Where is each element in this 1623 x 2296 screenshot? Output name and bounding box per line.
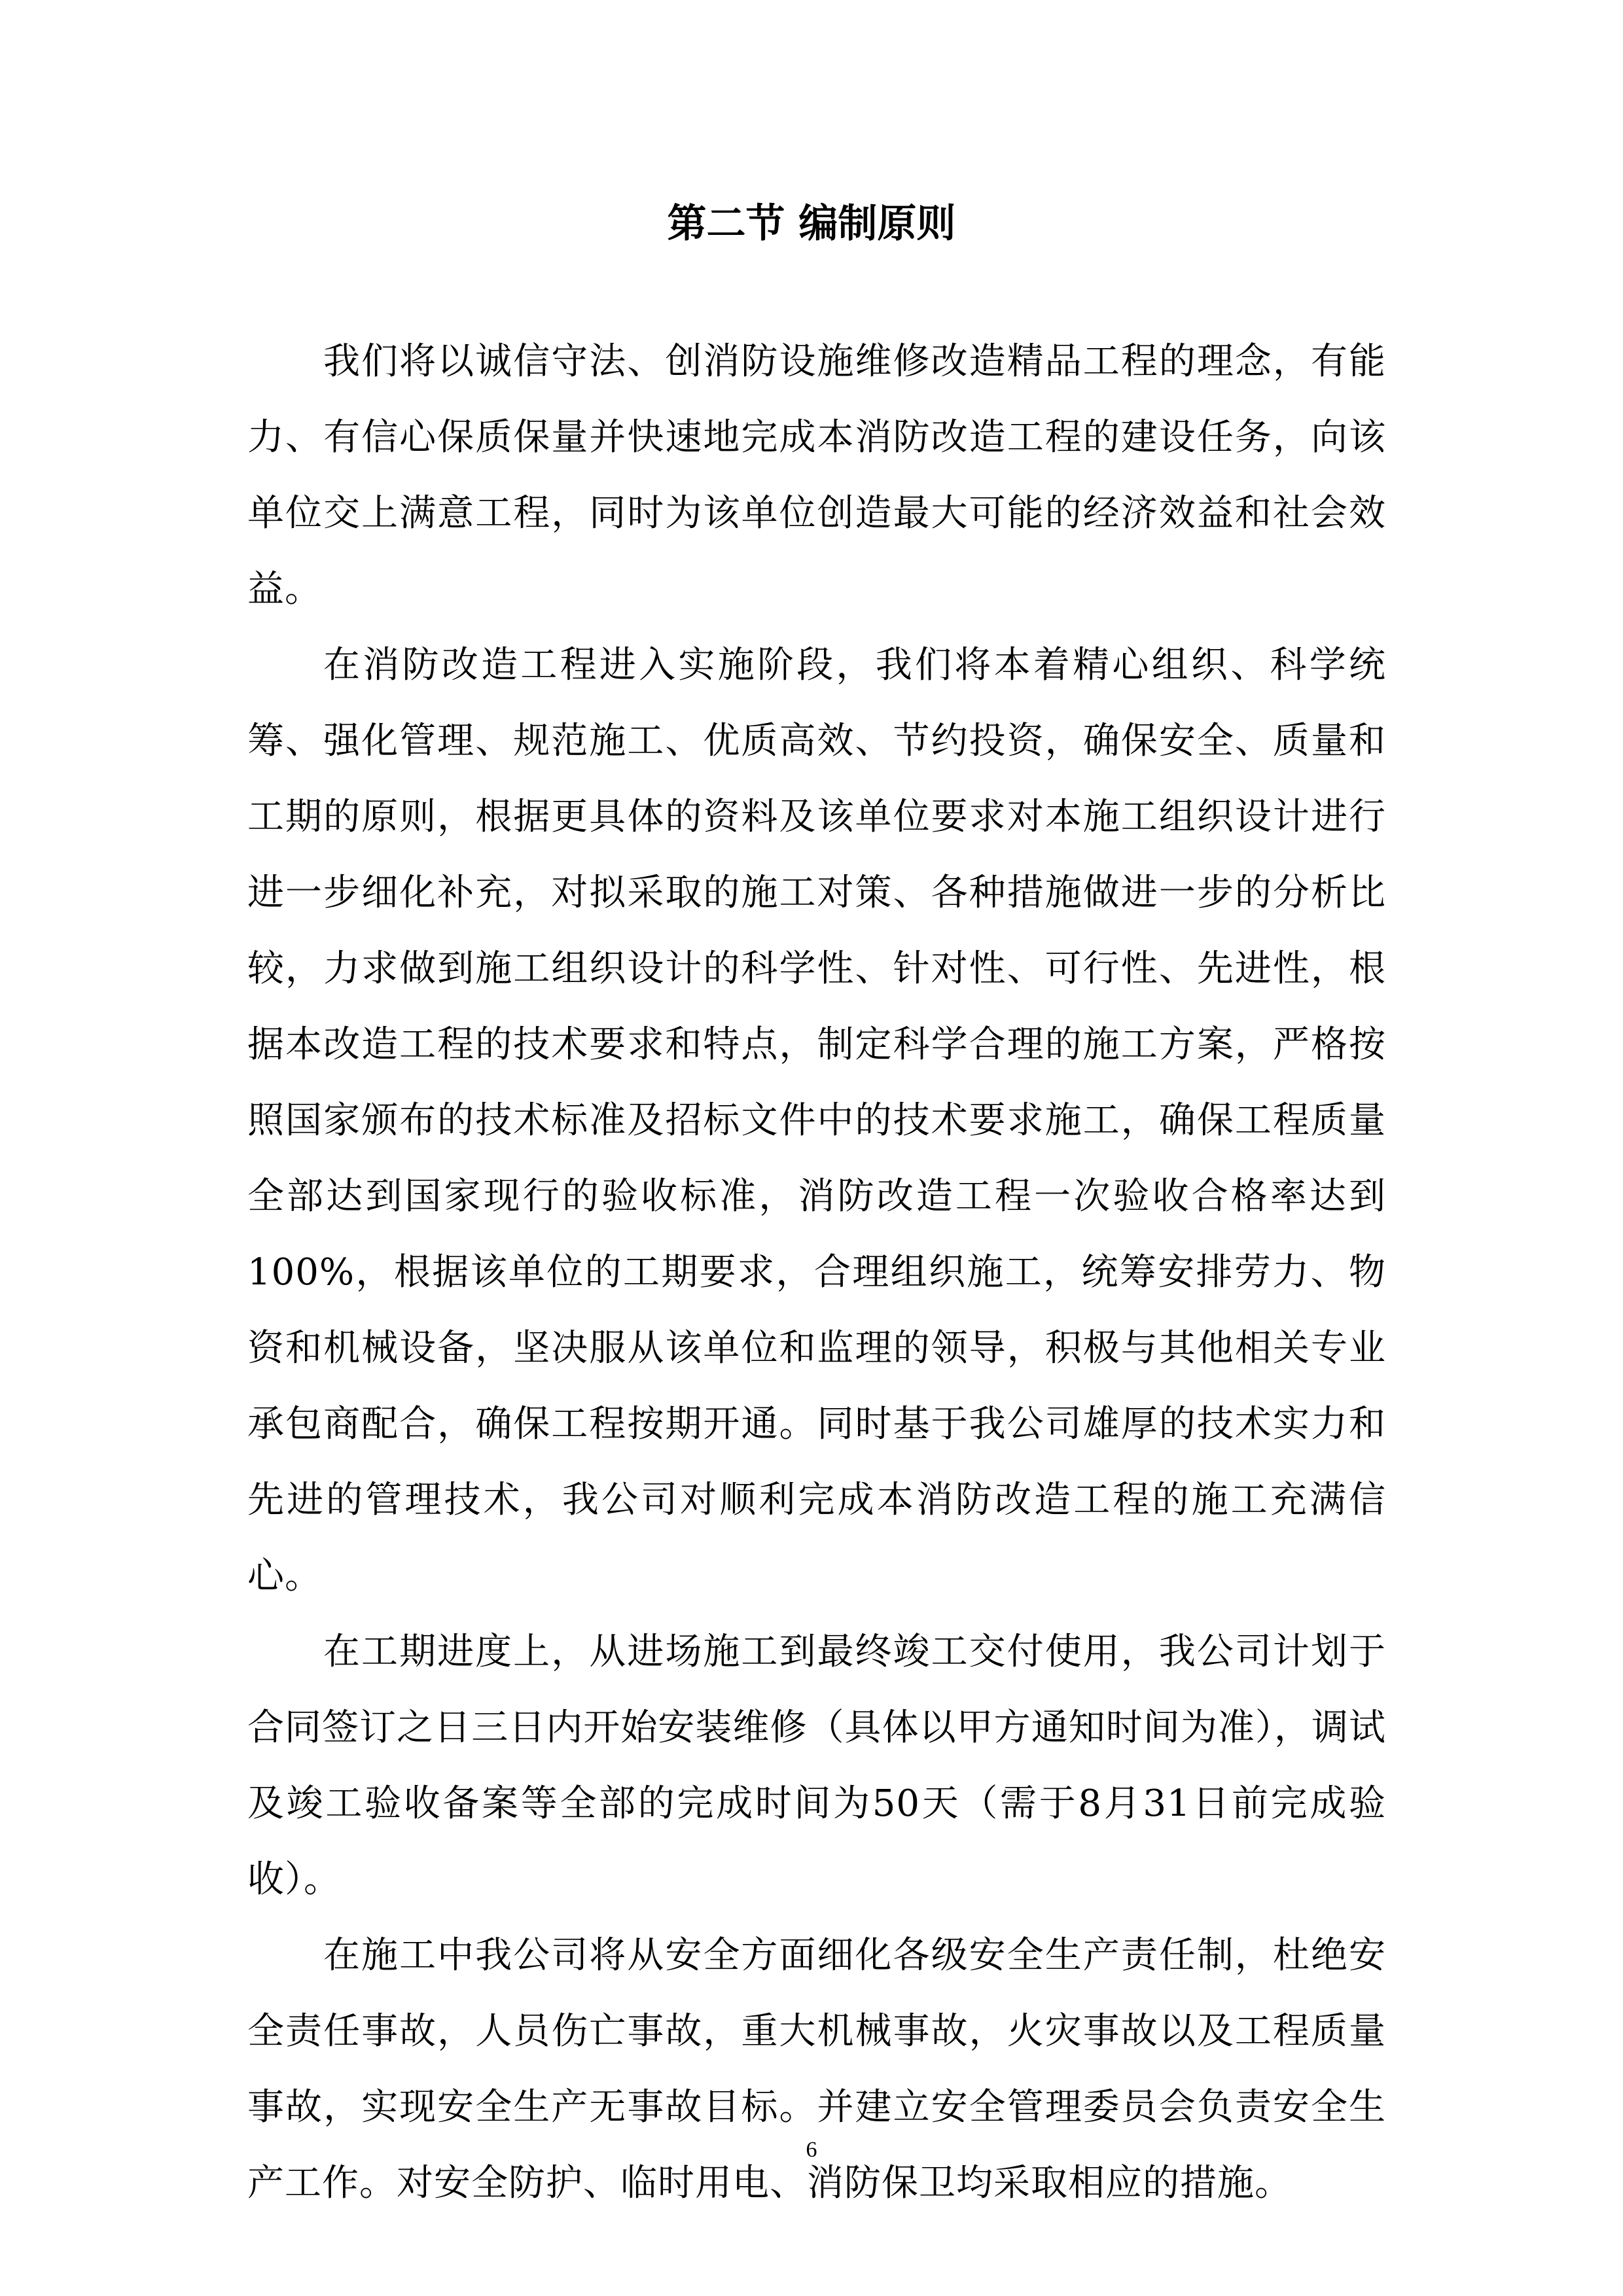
page-number: 6 (806, 2138, 817, 2162)
paragraph-implementation: 在消防改造工程进入实施阶段，我们将本着精心组织、科学统筹、强化管理、规范施工、优质高效、节约投资，确保安全、质量和工期的原则，根据更具体的资料及该单位要求对本施工组织设计进行进一步细化补充，对拟采取的施工对策、各种措施做进一步的分析比较，力求做到施工组织设计的科学性、针对性、可行性、先进性，根据本改造工程的技术要求和特点，制定科学合理的施工方案，严格按照国家颁布的技术标准及招标文件中的技术要求施工，确保工程质量全部达到国家现行的验收标准，消防改造工程一次验收合格率达到100%，根据该单位的工期要求，合理组织施工，统筹安排劳力、物资和机械设备，坚决服从该单位和监理的领导，积极与其他相关专业承包商配合，确保工程按期开通。同时基于我公司雄厚的技术实力和先进的管理技术，我公司对顺利完成本消防改造工程的施工充满信心。 (247, 644, 1386, 1597)
body-text (247, 324, 1386, 2221)
section-title: 第二节 编制原则 (667, 201, 956, 247)
paragraph-schedule: 在工期进度上，从进场施工到最终竣工交付使用，我公司计划于合同签订之日三日内开始安装维修（具体以甲方通知时间为准），调试及竣工验收备案等全部的完成时间为50天（需于8月31日前完成验收）。 (247, 1631, 1386, 1901)
paragraph-principle: 我们将以诚信守法、创消防设施维修改造精品工程的理念，有能力、有信心保质保量并快速地完成本消防改造工程的建设任务，向该单位交上满意工程，同时为该单位创造最大可能的经济效益和社会效益。 (247, 340, 1386, 610)
paragraph-safety: 在施工中我公司将从安全方面细化各级安全生产责任制，杜绝安全责任事故，人员伤亡事故，重大机械事故，火灾事故以及工程质量事故，实现安全生产无事故目标。并建立安全管理委员会负责安全生产工作。对安全防护、临时用电、消防保卫均采取相应的措施。 (247, 1934, 1386, 2204)
